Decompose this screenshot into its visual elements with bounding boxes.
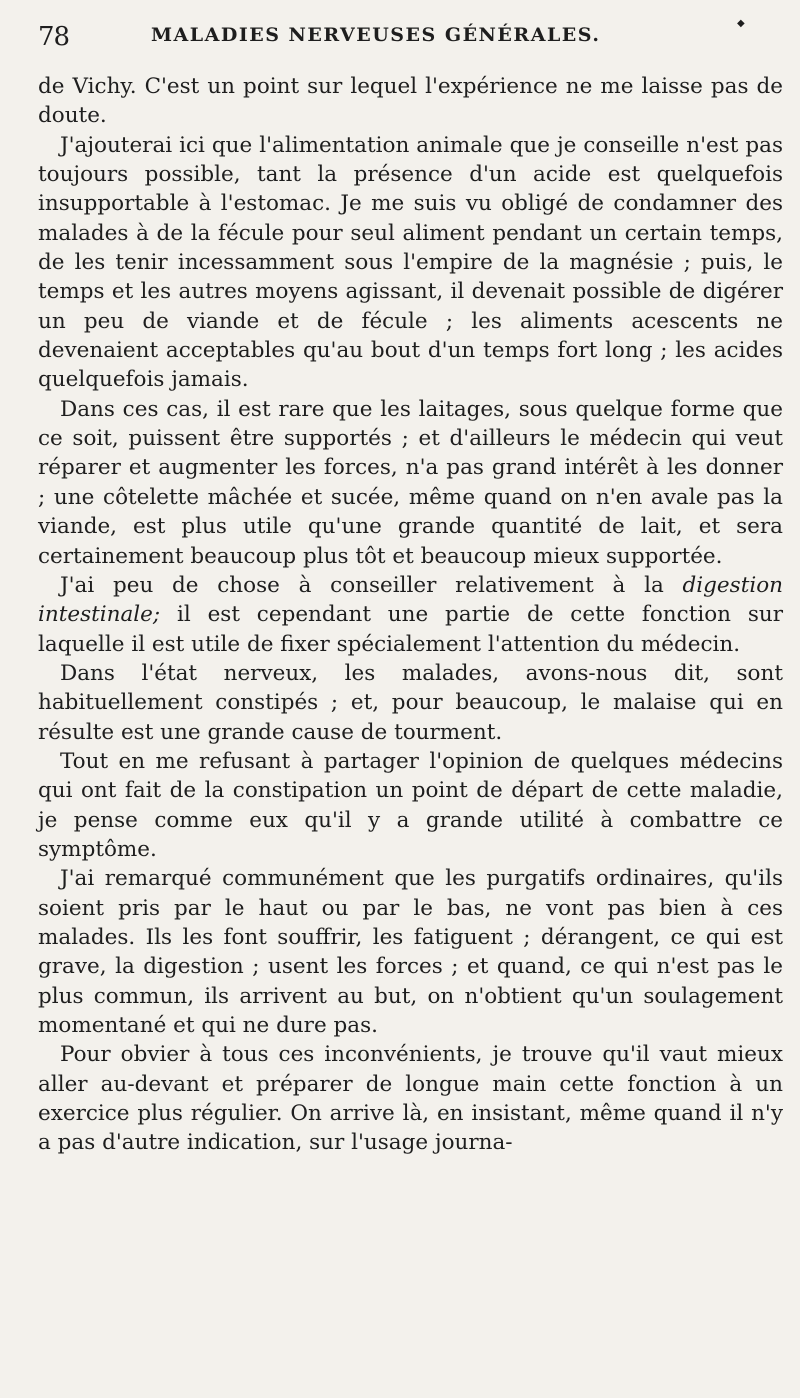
running-title: MALADIES NERVEUSES GÉNÉRALES. (151, 24, 601, 46)
body-text (38, 72, 783, 1158)
paragraph-1: de Vichy. C'est un point sur lequel l'expérience ne me laisse pas de doute. (38, 74, 783, 129)
paragraph-5: Dans l'état nerveux, les malades, avons-nous dit, sont habituellement constipés ; et, pour beaucoup, le malaise qui en résulte est une grande cause de tourment. (38, 660, 783, 745)
page-number: 78 (38, 22, 70, 52)
page-header (38, 18, 778, 62)
paragraph-7: J'ai remarqué communément que les purgatifs ordinaires, qu'ils soient pris par le haut ou par le bas, ne vont pas bien à ces malades. Ils les font souffrir, les fatiguent ; dérangent, ce qui est grave, la digestion ; usent les forces ; et quand, ce qui n'est pas le plus commun, ils arrivent au but, on n'obtient qu'un soulagement momentané et qui ne dure pas. (38, 866, 783, 1038)
ornament-icon: ◆ (737, 18, 745, 29)
paragraph-4-before: J'ai peu de chose à conseiller relativement à la (60, 572, 683, 598)
paragraph-6: Tout en me refusant à partager l'opinion de quelques médecins qui ont fait de la constipation un point de départ de cette maladie, je pense comme eux qu'il y a grande utilité à combattre ce symptôme. (38, 748, 783, 862)
paragraph-8: Pour obvier à tous ces inconvénients, je trouve qu'il vaut mieux aller au-devant et préparer de longue main cette fonction à un exercice plus régulier. On arrive là, en insistant, même quand il n'y a pas d'autre indication, sur l'usage journa- (38, 1042, 783, 1156)
emphasis-digestion-intestinale: digestion intestinale; (38, 572, 783, 628)
paragraph-2: J'ajouterai ici que l'alimentation animale que je conseille n'est pas toujours possible, tant la présence d'un acide est quelquefois insupportable à l'estomac. Je me suis vu obligé de condamner des malades à de la fécule pour seul aliment pendant un certain temps, de les tenir incessamment sous l'empire de la magnésie ; puis, le temps et les autres moyens agissant, il devenait possible de digérer un peu de viande et de fécule ; les aliments acescents ne devenaient acceptables qu'au bout d'un temps fort long ; les acides quelquefois jamais. (38, 132, 783, 393)
paragraph-4 (38, 571, 783, 659)
paragraph-4-after: il est cependant une partie de cette fonction sur laquelle il est utile de fixer spécialement l'attention du médecin. (38, 602, 783, 657)
paragraph-3: Dans ces cas, il est rare que les laitages, sous quelque forme que ce soit, puissent être supportés ; et d'ailleurs le médecin qui veut réparer et augmenter les forces, n'a pas grand intérêt à les donner ; une côtelette mâchée et sucée, même quand on n'en avale pas la viande, est plus utile qu'une grande quantité de lait, et sera certainement beaucoup plus tôt et beaucoup mieux supportée. (38, 396, 783, 569)
